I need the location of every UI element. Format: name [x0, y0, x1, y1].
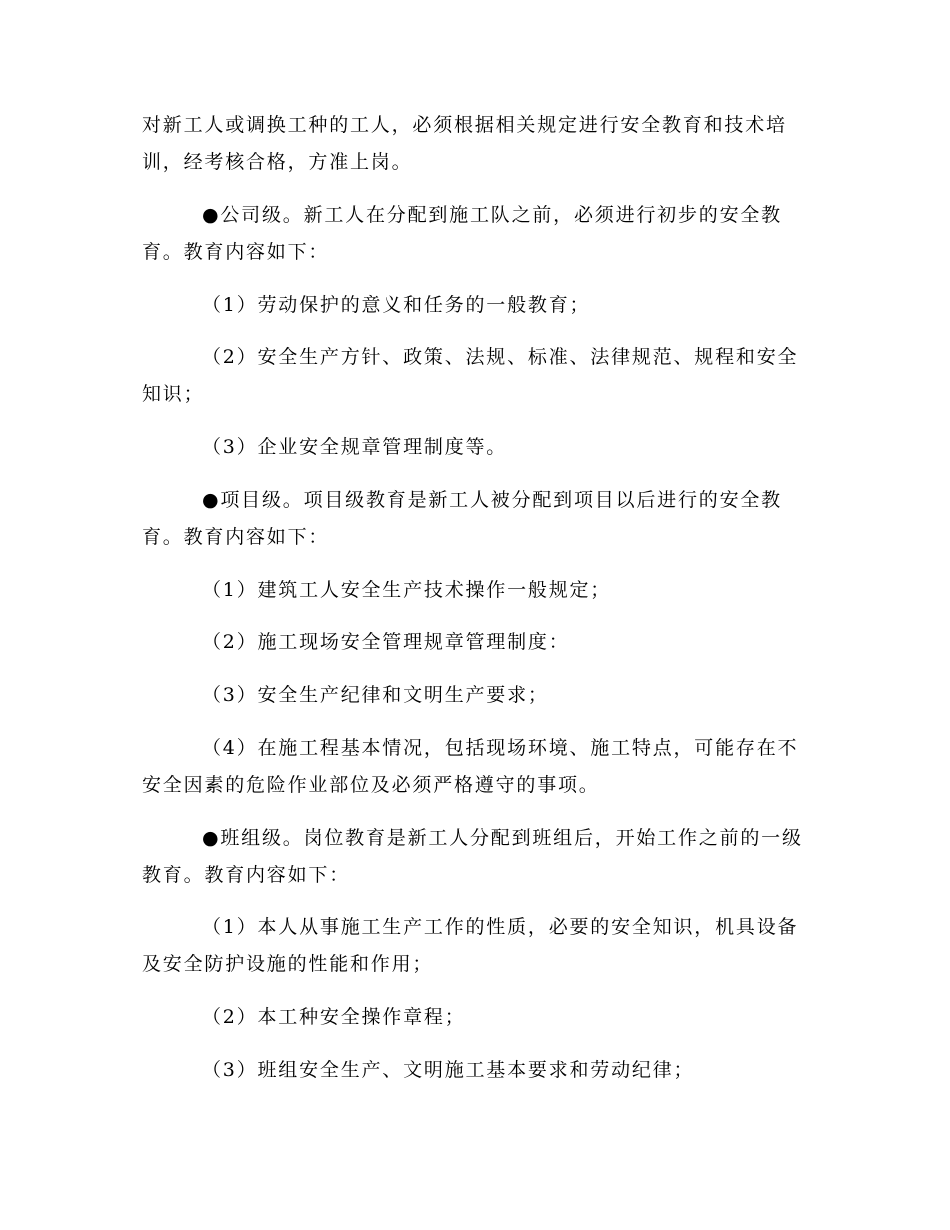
list-item: （3）班组安全生产、文明施工基本要求和劳动纪律； — [202, 1059, 695, 1081]
list-item: （4）在施工程基本情况，包括现场环境、施工特点，可能存在不安全因素的危险作业部位及必须严格遵守的事项。 — [142, 737, 799, 796]
paragraph-company-level: ●公司级。新工人在分配到施工队之前，必须进行初步的安全教育。教育内容如下： — [142, 204, 782, 263]
paragraph-intro: 对新工人或调换工种的工人，必须根据相关规定进行安全教育和技术培训，经考核合格，方准上岗。 — [142, 114, 787, 173]
list-item: （2）安全生产方针、政策、法规、标准、法律规范、规程和安全知识； — [142, 346, 799, 405]
paragraph-team-level: ●班组级。岗位教育是新工人分配到班组后，开始工作之前的一级教育。教育内容如下： — [142, 827, 803, 886]
list-item: （2）本工种安全操作章程； — [202, 1006, 466, 1028]
list-item: （1）劳动保护的意义和任务的一般教育； — [202, 294, 591, 316]
paragraph-project-level: ●项目级。项目级教育是新工人被分配到项目以后进行的安全教育。教育内容如下： — [142, 489, 782, 548]
list-item: （1）建筑工人安全生产技术操作一般规定； — [202, 579, 612, 601]
list-item: （3）企业安全规章管理制度等。 — [202, 436, 508, 458]
list-item: （3）安全生产纪律和文明生产要求； — [202, 684, 549, 706]
list-item: （2）施工现场安全管理规章管理制度： — [202, 631, 570, 653]
list-item: （1）本人从事施工生产工作的性质，必要的安全知识，机具设备及安全防护设施的性能和作用； — [142, 916, 799, 975]
